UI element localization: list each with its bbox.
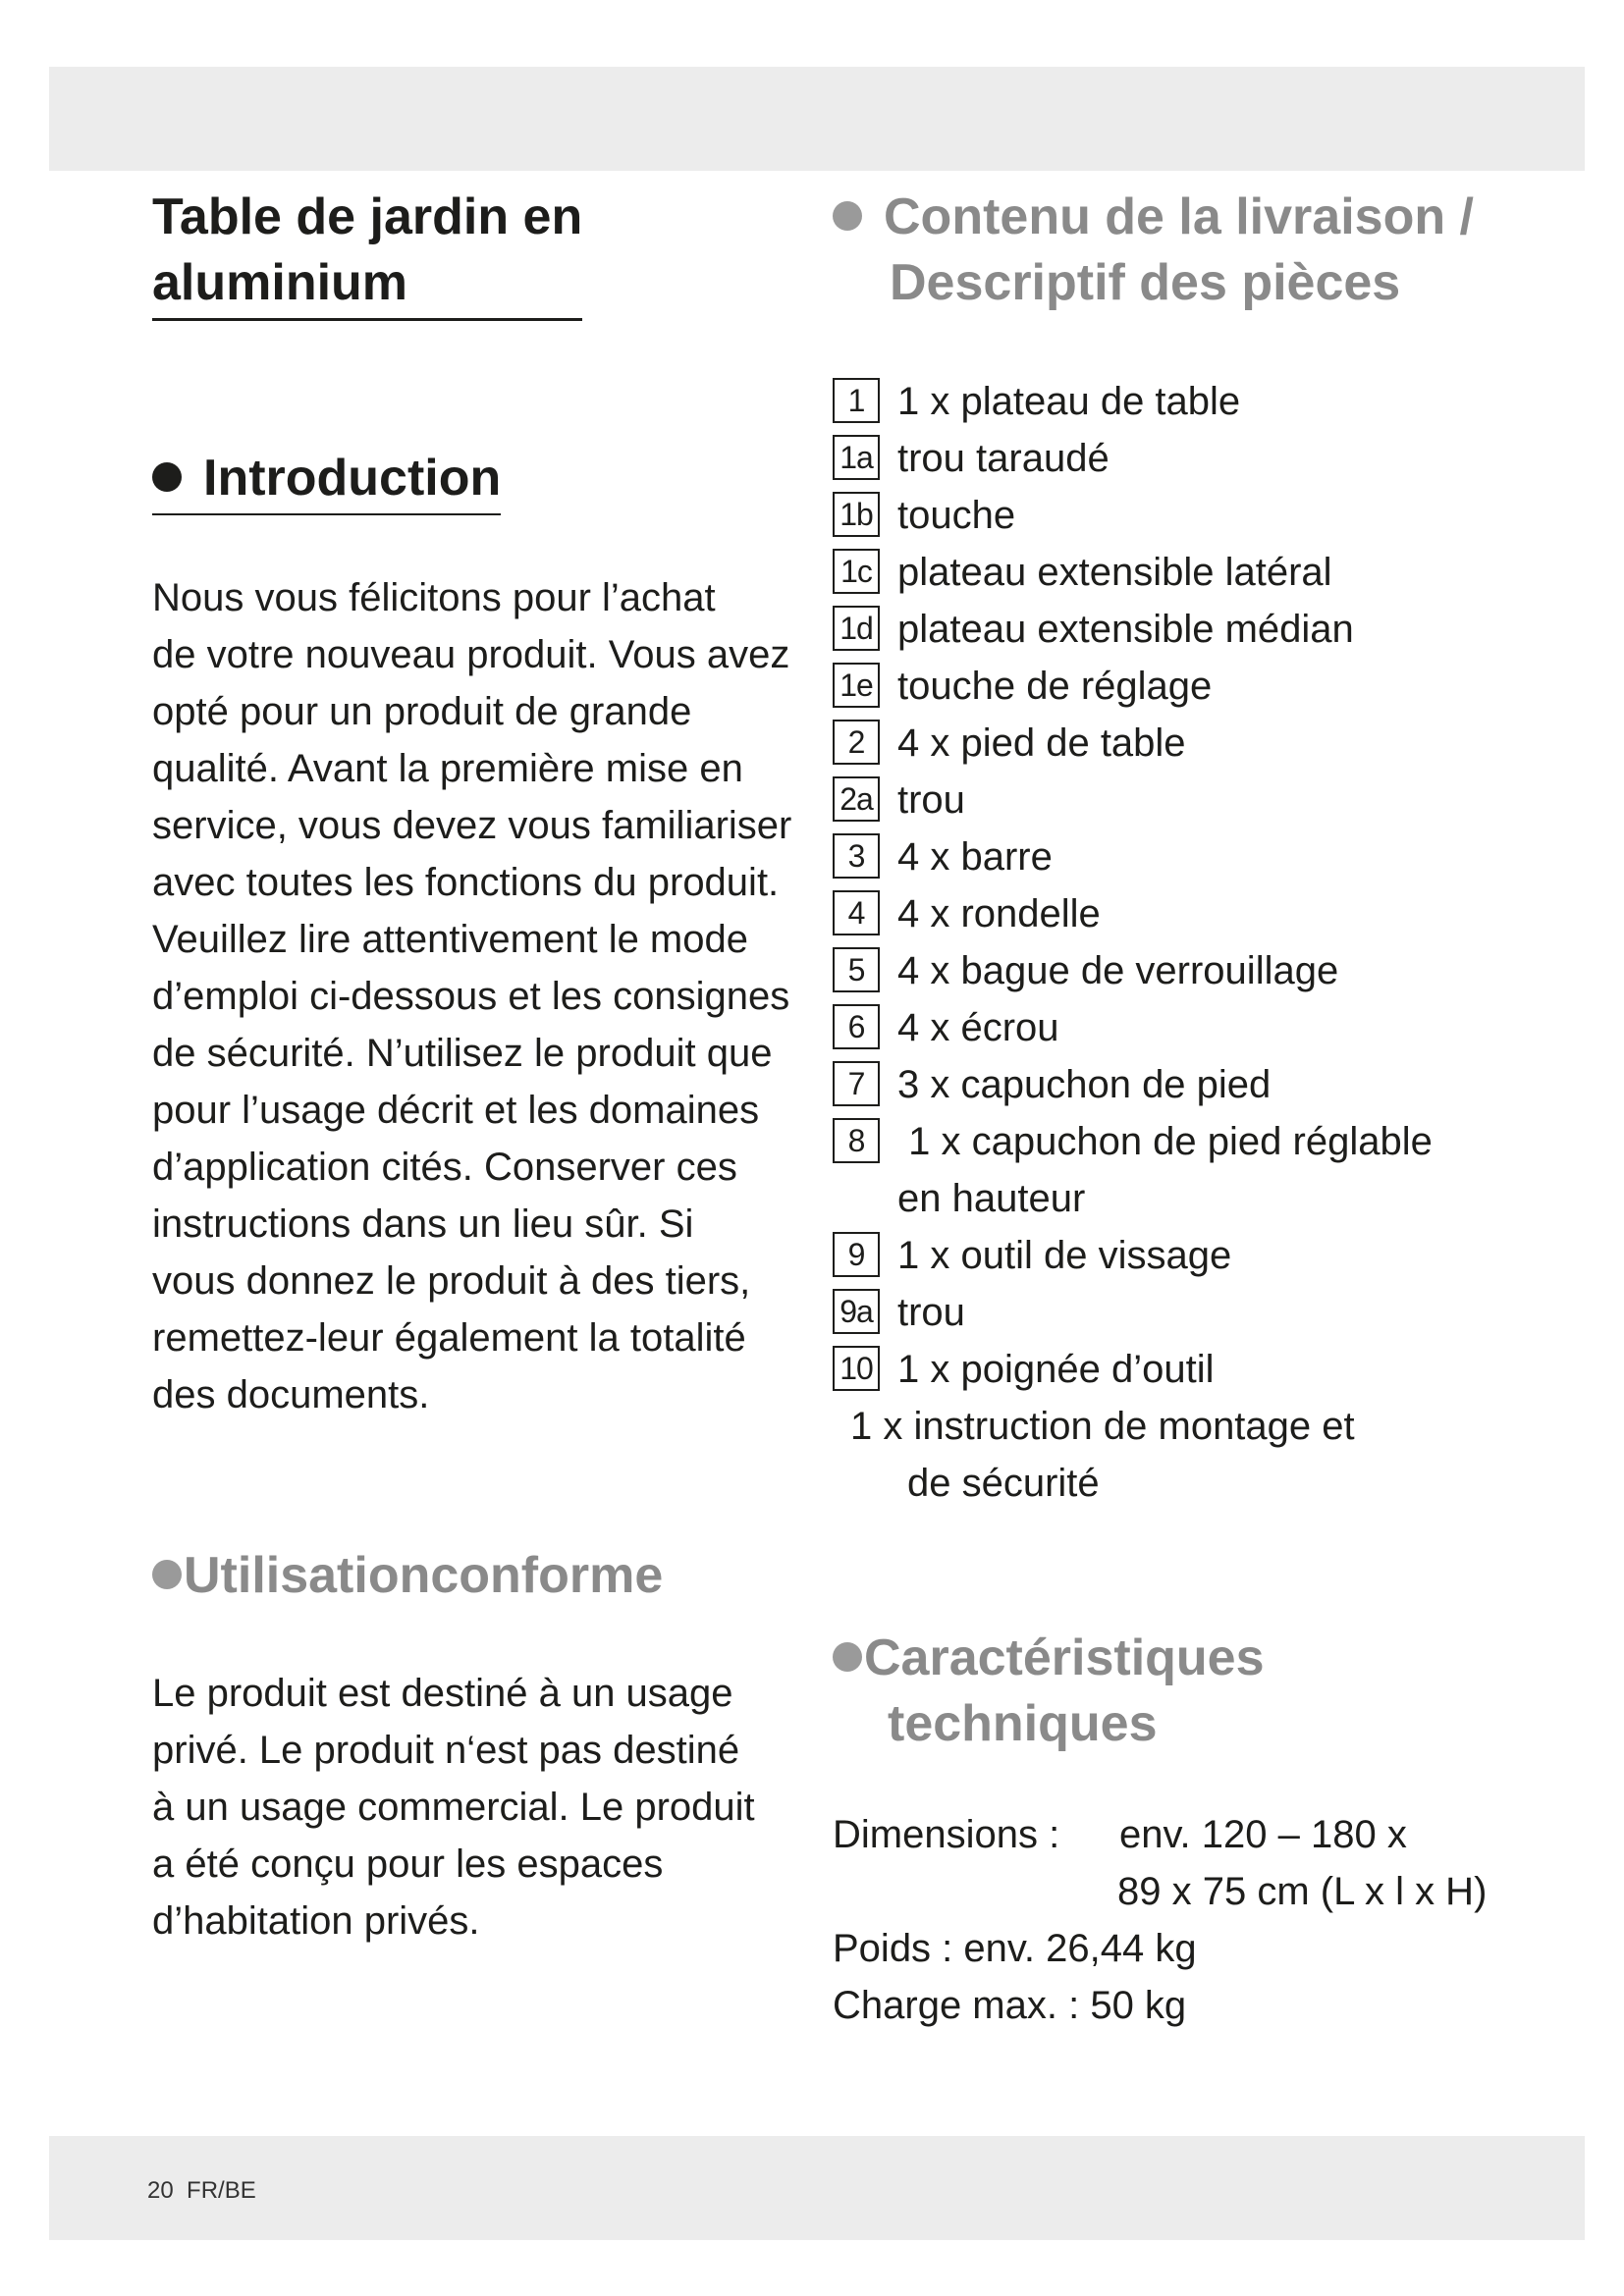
- spec-dimensions-value-2: 89 x 75 cm (L x l x H): [1117, 1870, 1488, 1913]
- contents-heading: [833, 185, 1474, 316]
- spec-dimensions: [833, 1806, 1520, 1863]
- intro-line: Veuillez lire attentivement le mode: [152, 918, 748, 961]
- bullet-icon: [152, 1560, 182, 1589]
- part-description: 1 x capuchon de pied réglable: [897, 1120, 1433, 1163]
- footer-band: [49, 2136, 1585, 2240]
- intro-line: des documents.: [152, 1373, 430, 1416]
- part-number-box: 9: [833, 1232, 880, 1277]
- list-item: [833, 715, 1520, 772]
- part-description: 4 x bague de verrouillage: [897, 949, 1339, 992]
- list-item: [833, 999, 1520, 1056]
- part-description: touche de réglage: [897, 665, 1213, 708]
- list-item: [833, 828, 1520, 885]
- part-description: 4 x barre: [897, 835, 1053, 879]
- part-number-box: 8: [833, 1118, 880, 1163]
- part-description: 4 x rondelle: [897, 892, 1101, 935]
- extra-item-line-1: 1 x instruction de montage et: [850, 1405, 1355, 1448]
- usage-line: a été conçu pour les espaces: [152, 1842, 664, 1886]
- list-item: [833, 1341, 1520, 1398]
- part-description: 3 x capuchon de pied: [897, 1063, 1272, 1106]
- list-item: [833, 658, 1520, 715]
- part-description: 4 x pied de table: [897, 721, 1186, 765]
- part-number-box: 5: [833, 947, 880, 992]
- part-number-box: 4: [833, 890, 880, 935]
- part-number-box: 3: [833, 833, 880, 879]
- title-line-1: Table de jardin en: [152, 188, 583, 245]
- part-description-continued: en hauteur: [897, 1177, 1086, 1220]
- usage-line: à un usage commercial. Le produit: [152, 1786, 755, 1829]
- part-number-box: 1b: [833, 492, 880, 537]
- usage-heading: [152, 1543, 663, 1609]
- list-item: [833, 544, 1520, 601]
- usage-line: privé. Le produit n‘est pas destiné: [152, 1729, 740, 1772]
- list-item: [833, 430, 1520, 487]
- intro-line: pour l’usage décrit et les domaines: [152, 1089, 760, 1132]
- contents-heading-line-2: Descriptif des pièces: [890, 254, 1401, 311]
- bullet-icon: [833, 201, 862, 231]
- part-number-box: 1e: [833, 663, 880, 708]
- list-item: [833, 885, 1520, 942]
- list-item: [833, 1056, 1520, 1113]
- spec-dimensions-value-1: env. 120 – 180 x: [1119, 1813, 1407, 1856]
- intro-line: qualité. Avant la première mise en: [152, 747, 743, 790]
- parts-list: [833, 373, 1520, 1512]
- list-item: [833, 942, 1520, 999]
- intro-line: d’emploi ci-dessous et les consignes: [152, 975, 790, 1018]
- specs-heading-line-2: techniques: [888, 1695, 1158, 1752]
- spec-max-load: Charge max. : 50 kg: [833, 1984, 1187, 2027]
- list-item: [833, 601, 1520, 658]
- part-number-box: 1d: [833, 606, 880, 651]
- header-band: [49, 67, 1585, 171]
- contents-heading-line-1: Contenu de la livraison /: [884, 188, 1474, 245]
- intro-line: service, vous devez vous familiariser: [152, 804, 792, 847]
- list-item: [833, 772, 1520, 828]
- list-item: [833, 487, 1520, 544]
- document-title: [152, 185, 582, 321]
- intro-line: vous donnez le produit à des tiers,: [152, 1259, 751, 1303]
- intro-line: avec toutes les fonctions du produit.: [152, 861, 780, 904]
- intro-line: opté pour un produit de grande: [152, 690, 692, 733]
- spec-weight: Poids : env. 26,44 kg: [833, 1927, 1197, 1970]
- intro-line: d’application cités. Conserver ces: [152, 1146, 737, 1189]
- list-item: [833, 1284, 1520, 1341]
- bullet-icon: [152, 462, 182, 492]
- spec-dimensions-continued: [833, 1863, 1520, 1920]
- introduction-paragraph: [152, 569, 800, 1423]
- part-description: plateau extensible latéral: [897, 551, 1332, 594]
- technical-specs: [833, 1806, 1520, 2034]
- part-number-box: 1: [833, 378, 880, 423]
- list-item: [833, 1113, 1520, 1227]
- part-number-box: 1a: [833, 435, 880, 480]
- part-description: trou taraudé: [897, 437, 1110, 480]
- part-description: 1 x plateau de table: [897, 380, 1241, 423]
- part-description: plateau extensible médian: [897, 608, 1354, 651]
- introduction-heading-text: Introduction: [203, 450, 502, 507]
- part-number-box: 1c: [833, 549, 880, 594]
- page-number: 20 FR/BE: [147, 2177, 256, 2204]
- part-description: trou: [897, 1291, 965, 1334]
- intro-line: remettez-leur également la totalité: [152, 1316, 746, 1360]
- part-number-box: 9a: [833, 1289, 880, 1334]
- list-item: [833, 1227, 1520, 1284]
- part-description: 1 x poignée d’outil: [897, 1348, 1215, 1391]
- specs-heading-line-1: Caractéristiques: [864, 1629, 1265, 1686]
- intro-line: instructions dans un lieu sûr. Si: [152, 1202, 694, 1246]
- intro-line: de votre nouveau produit. Vous avez: [152, 633, 790, 676]
- introduction-heading: [152, 446, 501, 515]
- usage-line: Le produit est destiné à un usage: [152, 1672, 733, 1715]
- specs-heading: [833, 1626, 1265, 1757]
- part-number-box: 10: [833, 1346, 880, 1391]
- extra-item-line-2: de sécurité: [907, 1462, 1100, 1505]
- part-number-box: 2: [833, 720, 880, 765]
- list-item: [833, 373, 1520, 430]
- intro-line: de sécurité. N’utilisez le produit que: [152, 1032, 773, 1075]
- intro-line: Nous vous félicitons pour l’achat: [152, 576, 716, 619]
- usage-heading-text: Utilisationconforme: [184, 1547, 664, 1604]
- part-description: 4 x écrou: [897, 1006, 1059, 1049]
- title-line-2: aluminium: [152, 250, 582, 321]
- part-number-box: 2a: [833, 776, 880, 822]
- usage-paragraph: [152, 1665, 800, 1949]
- spec-dimensions-label: Dimensions :: [833, 1813, 1060, 1856]
- part-number-box: 6: [833, 1004, 880, 1049]
- part-description: touche: [897, 494, 1016, 537]
- usage-line: d’habitation privés.: [152, 1899, 480, 1943]
- part-description: 1 x outil de vissage: [897, 1234, 1232, 1277]
- part-number-box: 7: [833, 1061, 880, 1106]
- bullet-icon: [833, 1642, 862, 1672]
- part-description: trou: [897, 778, 965, 822]
